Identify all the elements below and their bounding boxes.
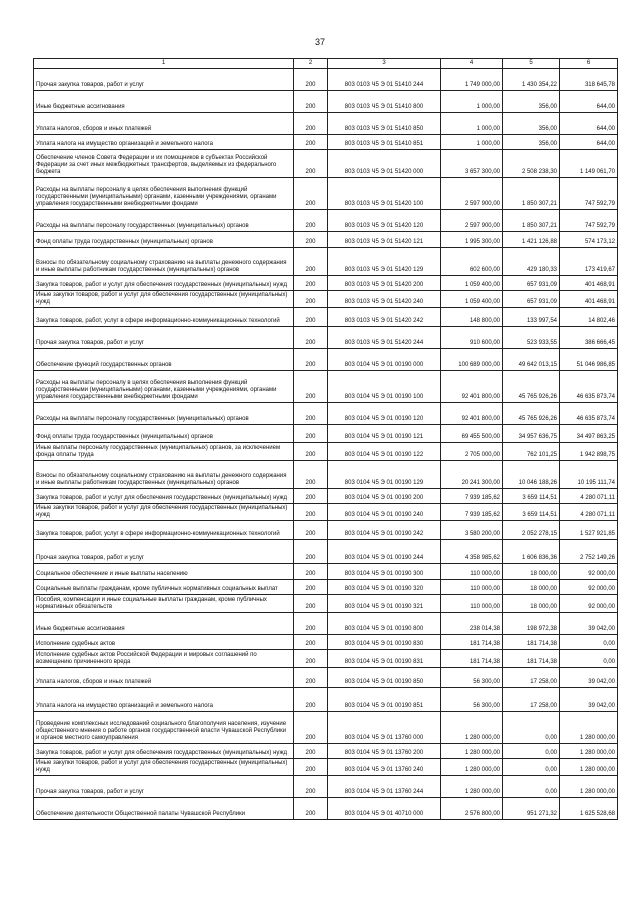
table-row xyxy=(34,178,618,210)
row-executed-amount: 0,00 xyxy=(503,759,560,776)
row-approved-amount: 7 939 185,62 xyxy=(441,489,503,504)
row-grbs-code: 200 xyxy=(294,688,328,712)
table-row xyxy=(34,521,618,540)
row-classification-code: 803 0103 Ч5 Э 01 51420 000 xyxy=(328,150,441,178)
row-executed-amount: 657 931,09 xyxy=(503,291,560,308)
row-unexecuted-amount: 92 000,00 xyxy=(560,595,618,613)
header-col-4: 4 xyxy=(441,59,503,69)
row-approved-amount: 910 600,00 xyxy=(441,327,503,349)
table-row xyxy=(34,564,618,580)
row-classification-code: 803 0103 Ч5 Э 01 51420 100 xyxy=(328,178,441,210)
row-name: Иные закупки товаров, работ и услуг для обеспечения государственных (муниципальных) нужд xyxy=(34,504,294,521)
table-row xyxy=(34,135,618,150)
row-grbs-code: 200 xyxy=(294,371,328,403)
row-grbs-code: 200 xyxy=(294,635,328,650)
row-unexecuted-amount: 1 280 000,00 xyxy=(560,759,618,776)
row-unexecuted-amount: 1 280 000,00 xyxy=(560,776,618,798)
row-name: Прочая закупка товаров, работ и услуг xyxy=(34,69,294,91)
row-classification-code: 803 0104 Ч5 Э 01 00190 830 xyxy=(328,635,441,650)
row-approved-amount: 181 714,38 xyxy=(441,635,503,650)
row-name: Иные выплаты персоналу государственных (муниципальных) органов, за исключением фонда оплаты труда xyxy=(34,443,294,461)
row-name: Фонд оплаты труда государственных (муниципальных) органов xyxy=(34,232,294,248)
row-classification-code: 803 0104 Ч5 Э 01 00190 244 xyxy=(328,540,441,564)
row-name: Иные закупки товаров, работ и услуг для обеспечения государственных (муниципальных) нужд xyxy=(34,759,294,776)
table-row xyxy=(34,688,618,712)
row-unexecuted-amount: 2 752 149,26 xyxy=(560,540,618,564)
row-unexecuted-amount: 4 280 071,11 xyxy=(560,504,618,521)
row-grbs-code: 200 xyxy=(294,425,328,443)
row-executed-amount: 1 430 354,22 xyxy=(503,69,560,91)
row-name: Исполнение судебных актов Российской Федерации и мировых соглашений по возмещению причиненного вреда xyxy=(34,650,294,668)
row-classification-code: 803 0104 Ч5 Э 01 00190 242 xyxy=(328,521,441,540)
row-grbs-code: 200 xyxy=(294,744,328,759)
row-classification-code: 803 0104 Ч5 Э 01 00190 100 xyxy=(328,371,441,403)
row-approved-amount: 56 300,00 xyxy=(441,688,503,712)
row-name: Закупка товаров, работ, услуг в сфере информационно-коммуникационных технологий xyxy=(34,521,294,540)
row-unexecuted-amount: 574 173,12 xyxy=(560,232,618,248)
row-approved-amount: 1 000,00 xyxy=(441,91,503,113)
row-classification-code: 803 0103 Ч5 Э 01 51420 129 xyxy=(328,248,441,276)
row-grbs-code: 200 xyxy=(294,210,328,232)
row-executed-amount: 657 931,09 xyxy=(503,276,560,291)
header-col-5: 5 xyxy=(503,59,560,69)
row-grbs-code: 200 xyxy=(294,461,328,489)
row-unexecuted-amount: 386 666,45 xyxy=(560,327,618,349)
row-approved-amount: 148 800,00 xyxy=(441,308,503,327)
row-executed-amount: 2 508 238,30 xyxy=(503,150,560,178)
row-approved-amount: 1 000,00 xyxy=(441,135,503,150)
row-classification-code: 803 0104 Ч5 Э 01 00190 120 xyxy=(328,403,441,425)
row-approved-amount: 20 241 300,00 xyxy=(441,461,503,489)
row-executed-amount: 2 052 278,15 xyxy=(503,521,560,540)
row-grbs-code: 200 xyxy=(294,580,328,595)
row-grbs-code: 200 xyxy=(294,113,328,135)
row-executed-amount: 10 046 188,26 xyxy=(503,461,560,489)
row-approved-amount: 1 280 000,00 xyxy=(441,744,503,759)
row-name: Пособия, компенсации и иные социальные выплаты гражданам, кроме публичных нормативных обязательств xyxy=(34,595,294,613)
table-row xyxy=(34,595,618,613)
row-name: Закупка товаров, работ и услуг для обеспечения государственных (муниципальных) нужд xyxy=(34,489,294,504)
row-unexecuted-amount: 1 942 898,75 xyxy=(560,443,618,461)
row-grbs-code: 200 xyxy=(294,521,328,540)
row-grbs-code: 200 xyxy=(294,712,328,744)
row-approved-amount: 1 280 000,00 xyxy=(441,712,503,744)
row-classification-code: 803 0103 Ч5 Э 01 51420 120 xyxy=(328,210,441,232)
row-approved-amount: 100 689 000,00 xyxy=(441,349,503,371)
row-approved-amount: 4 358 985,62 xyxy=(441,540,503,564)
row-name: Взносы по обязательному социальному страхованию на выплаты денежного содержания и иные выплаты работникам государственных (муниципальных) органов xyxy=(34,248,294,276)
row-unexecuted-amount: 10 195 111,74 xyxy=(560,461,618,489)
row-grbs-code: 200 xyxy=(294,135,328,150)
row-approved-amount: 1 995 300,00 xyxy=(441,232,503,248)
header-col-6: 6 xyxy=(560,59,618,69)
row-classification-code: 803 0104 Ч5 Э 01 00190 300 xyxy=(328,564,441,580)
row-approved-amount: 602 600,00 xyxy=(441,248,503,276)
row-executed-amount: 1 606 836,36 xyxy=(503,540,560,564)
row-unexecuted-amount: 644,00 xyxy=(560,91,618,113)
row-classification-code: 803 0103 Ч5 Э 01 51410 850 xyxy=(328,113,441,135)
row-executed-amount: 356,00 xyxy=(503,135,560,150)
row-classification-code: 803 0104 Ч5 Э 01 00190 321 xyxy=(328,595,441,613)
row-approved-amount: 110 000,00 xyxy=(441,564,503,580)
row-executed-amount: 0,00 xyxy=(503,712,560,744)
table-row xyxy=(34,489,618,504)
row-approved-amount: 92 401 800,00 xyxy=(441,403,503,425)
row-grbs-code: 200 xyxy=(294,178,328,210)
table-row xyxy=(34,349,618,371)
row-classification-code: 803 0104 Ч5 Э 01 13760 240 xyxy=(328,759,441,776)
row-grbs-code: 200 xyxy=(294,540,328,564)
row-grbs-code: 200 xyxy=(294,150,328,178)
row-executed-amount: 181 714,38 xyxy=(503,635,560,650)
header-col-3: 3 xyxy=(328,59,441,69)
row-classification-code: 803 0103 Ч5 Э 01 51410 851 xyxy=(328,135,441,150)
row-classification-code: 803 0104 Ч5 Э 01 13760 000 xyxy=(328,712,441,744)
row-classification-code: 803 0104 Ч5 Э 01 13760 244 xyxy=(328,776,441,798)
table-row xyxy=(34,759,618,776)
row-grbs-code: 200 xyxy=(294,489,328,504)
row-name: Исполнение судебных актов xyxy=(34,635,294,650)
header-col-1: 1 xyxy=(34,59,294,69)
row-grbs-code: 200 xyxy=(294,776,328,798)
row-executed-amount: 45 765 926,26 xyxy=(503,403,560,425)
row-unexecuted-amount: 173 419,67 xyxy=(560,248,618,276)
row-name: Фонд оплаты труда государственных (муниципальных) органов xyxy=(34,425,294,443)
row-grbs-code: 200 xyxy=(294,595,328,613)
table-row xyxy=(34,371,618,403)
row-unexecuted-amount: 644,00 xyxy=(560,113,618,135)
row-classification-code: 803 0104 Ч5 Э 01 13760 200 xyxy=(328,744,441,759)
row-classification-code: 803 0103 Ч5 Э 01 51420 244 xyxy=(328,327,441,349)
row-approved-amount: 1 000,00 xyxy=(441,113,503,135)
row-classification-code: 803 0103 Ч5 Э 01 51410 800 xyxy=(328,91,441,113)
row-name: Прочая закупка товаров, работ и услуг xyxy=(34,776,294,798)
row-approved-amount: 181 714,38 xyxy=(441,650,503,668)
row-executed-amount: 1 850 307,21 xyxy=(503,210,560,232)
table-row xyxy=(34,540,618,564)
row-approved-amount: 110 000,00 xyxy=(441,595,503,613)
row-executed-amount: 18 000,00 xyxy=(503,564,560,580)
row-unexecuted-amount: 747 592,79 xyxy=(560,178,618,210)
row-name: Уплата налога на имущество организаций и земельного налога xyxy=(34,135,294,150)
table-row xyxy=(34,291,618,308)
table-row xyxy=(34,210,618,232)
table-row xyxy=(34,91,618,113)
row-approved-amount: 1 059 400,00 xyxy=(441,276,503,291)
row-unexecuted-amount: 1 149 061,70 xyxy=(560,150,618,178)
row-classification-code: 803 0104 Ч5 Э 01 00190 240 xyxy=(328,504,441,521)
table-row xyxy=(34,650,618,668)
row-executed-amount: 34 957 636,75 xyxy=(503,425,560,443)
table-row xyxy=(34,776,618,798)
row-unexecuted-amount: 46 635 873,74 xyxy=(560,371,618,403)
row-name: Уплата налогов, сборов и иных платежей xyxy=(34,668,294,688)
row-name: Расходы на выплаты персоналу государственных (муниципальных) органов xyxy=(34,210,294,232)
row-approved-amount: 1 280 000,00 xyxy=(441,759,503,776)
row-executed-amount: 49 642 013,15 xyxy=(503,349,560,371)
row-name: Расходы на выплаты персоналу государственных (муниципальных) органов xyxy=(34,403,294,425)
table-row xyxy=(34,504,618,521)
table-row xyxy=(34,150,618,178)
row-grbs-code: 200 xyxy=(294,232,328,248)
row-executed-amount: 1 421 126,88 xyxy=(503,232,560,248)
row-approved-amount: 7 939 185,62 xyxy=(441,504,503,521)
table-row xyxy=(34,798,618,820)
row-approved-amount: 110 000,00 xyxy=(441,580,503,595)
row-executed-amount: 356,00 xyxy=(503,113,560,135)
row-classification-code: 803 0104 Ч5 Э 01 00190 129 xyxy=(328,461,441,489)
row-executed-amount: 356,00 xyxy=(503,91,560,113)
table-body xyxy=(34,69,618,820)
row-unexecuted-amount: 14 802,46 xyxy=(560,308,618,327)
table-row xyxy=(34,248,618,276)
row-grbs-code: 200 xyxy=(294,308,328,327)
row-approved-amount: 2 597 900,00 xyxy=(441,210,503,232)
row-unexecuted-amount: 401 468,91 xyxy=(560,276,618,291)
table-row xyxy=(34,635,618,650)
table-row xyxy=(34,232,618,248)
row-classification-code: 803 0104 Ч5 Э 01 00190 200 xyxy=(328,489,441,504)
row-executed-amount: 951 271,32 xyxy=(503,798,560,820)
table-row xyxy=(34,712,618,744)
table-row xyxy=(34,308,618,327)
row-unexecuted-amount: 401 468,91 xyxy=(560,291,618,308)
row-approved-amount: 238 014,38 xyxy=(441,613,503,635)
row-name: Взносы по обязательному социальному страхованию на выплаты денежного содержания и иные выплаты работникам государственных (муниципальных) органов xyxy=(34,461,294,489)
row-name: Иные закупки товаров, работ и услуг для обеспечения государственных (муниципальных) нужд xyxy=(34,291,294,308)
table-row xyxy=(34,744,618,759)
row-name: Закупка товаров, работ и услуг для обеспечения государственных (муниципальных) нужд xyxy=(34,744,294,759)
row-name: Прочая закупка товаров, работ и услуг xyxy=(34,540,294,564)
row-classification-code: 803 0104 Ч5 Э 01 00190 122 xyxy=(328,443,441,461)
row-classification-code: 803 0104 Ч5 Э 01 00190 850 xyxy=(328,668,441,688)
row-grbs-code: 200 xyxy=(294,759,328,776)
row-executed-amount: 133 997,54 xyxy=(503,308,560,327)
row-executed-amount: 17 258,00 xyxy=(503,688,560,712)
row-executed-amount: 17 258,00 xyxy=(503,668,560,688)
row-unexecuted-amount: 39 042,00 xyxy=(560,688,618,712)
table-row xyxy=(34,443,618,461)
table-row xyxy=(34,425,618,443)
table-row xyxy=(34,403,618,425)
row-executed-amount: 181 714,38 xyxy=(503,650,560,668)
row-name: Уплата налогов, сборов и иных платежей xyxy=(34,113,294,135)
table-row xyxy=(34,69,618,91)
table-row xyxy=(34,276,618,291)
row-unexecuted-amount: 1 527 921,85 xyxy=(560,521,618,540)
row-name: Закупка товаров, работ и услуг для обеспечения государственных (муниципальных) нужд xyxy=(34,276,294,291)
row-name: Социальное обеспечение и иные выплаты населению xyxy=(34,564,294,580)
row-unexecuted-amount: 1 625 528,68 xyxy=(560,798,618,820)
row-grbs-code: 200 xyxy=(294,564,328,580)
row-name: Обеспечение членов Совета Федерации и их помощников в субъектах Российской Федерации за счет иных межбюджетных трансфертов, выделяемых из федерального бюджета xyxy=(34,150,294,178)
row-name: Расходы на выплаты персоналу в целях обеспечения выполнения функций государственными (муниципальными) органами, казенными учреждениями, органами управления государственными внебюджетными фондами xyxy=(34,371,294,403)
row-classification-code: 803 0103 Ч5 Э 01 51420 200 xyxy=(328,276,441,291)
row-approved-amount: 1 059 400,00 xyxy=(441,291,503,308)
row-grbs-code: 200 xyxy=(294,504,328,521)
row-unexecuted-amount: 4 280 071,11 xyxy=(560,489,618,504)
row-unexecuted-amount: 92 000,00 xyxy=(560,580,618,595)
row-executed-amount: 1 850 307,21 xyxy=(503,178,560,210)
row-classification-code: 803 0104 Ч5 Э 01 00190 800 xyxy=(328,613,441,635)
row-unexecuted-amount: 0,00 xyxy=(560,635,618,650)
row-classification-code: 803 0103 Ч5 Э 01 51410 244 xyxy=(328,69,441,91)
row-classification-code: 803 0103 Ч5 Э 01 51420 121 xyxy=(328,232,441,248)
row-unexecuted-amount: 644,00 xyxy=(560,135,618,150)
row-unexecuted-amount: 0,00 xyxy=(560,650,618,668)
row-unexecuted-amount: 1 280 000,00 xyxy=(560,744,618,759)
row-approved-amount: 92 401 800,00 xyxy=(441,371,503,403)
row-unexecuted-amount: 34 497 863,25 xyxy=(560,425,618,443)
row-grbs-code: 200 xyxy=(294,349,328,371)
row-unexecuted-amount: 39 042,00 xyxy=(560,613,618,635)
row-approved-amount: 1 280 000,00 xyxy=(441,776,503,798)
page-number: 37 xyxy=(314,37,325,47)
row-approved-amount: 2 576 800,00 xyxy=(441,798,503,820)
row-grbs-code: 200 xyxy=(294,668,328,688)
row-grbs-code: 200 xyxy=(294,276,328,291)
row-executed-amount: 429 180,33 xyxy=(503,248,560,276)
budget-table xyxy=(33,58,618,820)
row-name: Прочая закупка товаров, работ и услуг xyxy=(34,327,294,349)
table-row xyxy=(34,613,618,635)
row-unexecuted-amount: 39 042,00 xyxy=(560,668,618,688)
row-classification-code: 803 0103 Ч5 Э 01 51420 240 xyxy=(328,291,441,308)
table-row xyxy=(34,668,618,688)
row-classification-code: 803 0103 Ч5 Э 01 51420 242 xyxy=(328,308,441,327)
row-approved-amount: 1 749 000,00 xyxy=(441,69,503,91)
table-row xyxy=(34,327,618,349)
header-col-2: 2 xyxy=(294,59,328,69)
row-name: Социальные выплаты гражданам, кроме публичных нормативных социальных выплат xyxy=(34,580,294,595)
row-grbs-code: 200 xyxy=(294,91,328,113)
row-unexecuted-amount: 1 280 000,00 xyxy=(560,712,618,744)
row-unexecuted-amount: 92 000,00 xyxy=(560,564,618,580)
row-executed-amount: 198 972,38 xyxy=(503,613,560,635)
row-executed-amount: 3 659 114,51 xyxy=(503,489,560,504)
row-name: Иные бюджетные ассигнования xyxy=(34,91,294,113)
row-name: Обеспечение деятельности Общественной палаты Чувашской Республики xyxy=(34,798,294,820)
row-name: Иные бюджетные ассигнования xyxy=(34,613,294,635)
row-unexecuted-amount: 51 046 986,85 xyxy=(560,349,618,371)
row-executed-amount: 762 101,25 xyxy=(503,443,560,461)
row-grbs-code: 200 xyxy=(294,650,328,668)
row-executed-amount: 523 933,55 xyxy=(503,327,560,349)
row-executed-amount: 3 659 114,51 xyxy=(503,504,560,521)
row-name: Обеспечение функций государственных органов xyxy=(34,349,294,371)
row-classification-code: 803 0104 Ч5 Э 01 00190 831 xyxy=(328,650,441,668)
row-executed-amount: 45 765 926,26 xyxy=(503,371,560,403)
row-approved-amount: 3 580 200,00 xyxy=(441,521,503,540)
row-unexecuted-amount: 318 645,78 xyxy=(560,69,618,91)
row-approved-amount: 2 705 000,00 xyxy=(441,443,503,461)
table-row xyxy=(34,580,618,595)
row-name: Закупка товаров, работ, услуг в сфере информационно-коммуникационных технологий xyxy=(34,308,294,327)
row-name: Уплата налога на имущество организаций и земельного налога xyxy=(34,688,294,712)
row-executed-amount: 0,00 xyxy=(503,744,560,759)
row-unexecuted-amount: 46 635 873,74 xyxy=(560,403,618,425)
row-approved-amount: 69 455 500,00 xyxy=(441,425,503,443)
row-unexecuted-amount: 747 592,79 xyxy=(560,210,618,232)
row-classification-code: 803 0104 Ч5 Э 01 40710 000 xyxy=(328,798,441,820)
row-classification-code: 803 0104 Ч5 Э 01 00190 121 xyxy=(328,425,441,443)
row-executed-amount: 0,00 xyxy=(503,776,560,798)
row-classification-code: 803 0104 Ч5 Э 01 00190 000 xyxy=(328,349,441,371)
row-classification-code: 803 0104 Ч5 Э 01 00190 320 xyxy=(328,580,441,595)
row-approved-amount: 2 597 900,00 xyxy=(441,178,503,210)
row-executed-amount: 18 000,00 xyxy=(503,595,560,613)
row-approved-amount: 56 300,00 xyxy=(441,668,503,688)
row-grbs-code: 200 xyxy=(294,613,328,635)
row-grbs-code: 200 xyxy=(294,69,328,91)
row-grbs-code: 200 xyxy=(294,443,328,461)
row-name: Расходы на выплаты персоналу в целях обеспечения выполнения функций государственными (муниципальными) органами, казенными учреждениями, органами управления государственными внебюджетными фондами xyxy=(34,178,294,210)
row-name: Проведение комплексных исследований социального благополучия населения, изучение общественного мнения о работе органов государственной власти Чувашской Республики и органов местного самоуправления xyxy=(34,712,294,744)
table-row xyxy=(34,461,618,489)
row-grbs-code: 200 xyxy=(294,798,328,820)
row-approved-amount: 3 657 300,00 xyxy=(441,150,503,178)
table-row xyxy=(34,113,618,135)
row-grbs-code: 200 xyxy=(294,291,328,308)
row-grbs-code: 200 xyxy=(294,327,328,349)
header-row xyxy=(34,59,618,69)
row-grbs-code: 200 xyxy=(294,403,328,425)
row-grbs-code: 200 xyxy=(294,248,328,276)
row-executed-amount: 18 000,00 xyxy=(503,580,560,595)
row-classification-code: 803 0104 Ч5 Э 01 00190 851 xyxy=(328,688,441,712)
